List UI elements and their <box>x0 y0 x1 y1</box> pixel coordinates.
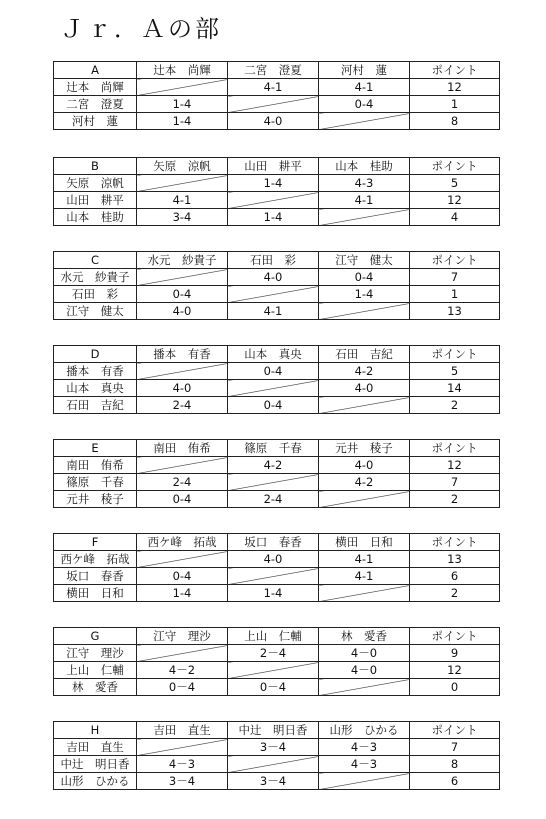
match-score: 4-2 <box>319 474 410 491</box>
league-table-e <box>53 439 500 508</box>
group-label: E <box>54 440 137 457</box>
group-label: H <box>54 722 137 739</box>
column-header-player: 坂口 春香 <box>228 534 319 551</box>
table-row <box>54 551 500 568</box>
self-match-cell <box>228 286 319 303</box>
page-title: Ｊｒ．Ａの部 <box>60 15 222 43</box>
row-header-player: 石田 吉紀 <box>54 397 137 414</box>
table-row <box>54 192 500 209</box>
points-value: 9 <box>410 645 500 662</box>
table-header-row <box>54 62 500 79</box>
column-header-player: 水元 紗貴子 <box>137 252 228 269</box>
column-header-player: 中辻 明日香 <box>228 722 319 739</box>
self-match-cell <box>228 380 319 397</box>
row-header-player: 山本 桂助 <box>54 209 137 226</box>
match-score: 0-4 <box>137 568 228 585</box>
table-row <box>54 79 500 96</box>
column-header-player: 江守 健太 <box>319 252 410 269</box>
self-match-cell <box>137 363 228 380</box>
group-label: C <box>54 252 137 269</box>
match-score: 2-4 <box>137 474 228 491</box>
match-score: 4-0 <box>228 551 319 568</box>
match-score: 3－4 <box>137 773 228 790</box>
self-match-cell <box>319 209 410 226</box>
column-header-player: 江守 理沙 <box>137 628 228 645</box>
row-header-player: 篠原 千春 <box>54 474 137 491</box>
table-row <box>54 474 500 491</box>
row-header-player: 矢原 涼帆 <box>54 175 137 192</box>
column-header-player: 元井 稜子 <box>319 440 410 457</box>
column-header-points: ポイント <box>410 346 500 363</box>
league-table-f <box>53 533 500 602</box>
league-table-c <box>53 251 500 320</box>
column-header-player: 石田 彩 <box>228 252 319 269</box>
points-value: 14 <box>410 380 500 397</box>
points-value: 2 <box>410 585 500 602</box>
row-header-player: 山形 ひかる <box>54 773 137 790</box>
points-value: 8 <box>410 756 500 773</box>
table-row <box>54 662 500 679</box>
row-header-player: 中辻 明日香 <box>54 756 137 773</box>
column-header-player: 播本 有香 <box>137 346 228 363</box>
match-score: 1-4 <box>137 585 228 602</box>
column-header-points: ポイント <box>410 440 500 457</box>
row-header-player: 山田 耕平 <box>54 192 137 209</box>
table-row <box>54 773 500 790</box>
table-row <box>54 363 500 380</box>
self-match-cell <box>228 662 319 679</box>
points-value: 13 <box>410 303 500 320</box>
match-score: 4－3 <box>137 756 228 773</box>
column-header-player: 西ケ峰 拓哉 <box>137 534 228 551</box>
row-header-player: 石田 彩 <box>54 286 137 303</box>
column-header-player: 山田 耕平 <box>228 158 319 175</box>
match-score: 4－3 <box>319 739 410 756</box>
row-header-player: 江守 健太 <box>54 303 137 320</box>
match-score: 3－4 <box>228 739 319 756</box>
match-score: 1-4 <box>137 113 228 130</box>
table-row <box>54 756 500 773</box>
group-label: G <box>54 628 137 645</box>
group-label: A <box>54 62 137 79</box>
match-score: 2-4 <box>228 491 319 508</box>
league-table-g <box>53 627 500 696</box>
points-value: 13 <box>410 551 500 568</box>
match-score: 4-0 <box>137 380 228 397</box>
row-header-player: 播本 有香 <box>54 363 137 380</box>
points-value: 12 <box>410 79 500 96</box>
points-value: 8 <box>410 113 500 130</box>
self-match-cell <box>137 551 228 568</box>
self-match-cell <box>137 175 228 192</box>
match-score: 1-4 <box>319 286 410 303</box>
row-header-player: 江守 理沙 <box>54 645 137 662</box>
table-row <box>54 303 500 320</box>
self-match-cell <box>319 397 410 414</box>
points-value: 2 <box>410 491 500 508</box>
column-header-player: 林 愛香 <box>319 628 410 645</box>
row-header-player: 坂口 春香 <box>54 568 137 585</box>
points-value: 12 <box>410 457 500 474</box>
group-label: D <box>54 346 137 363</box>
row-header-player: 元井 稜子 <box>54 491 137 508</box>
match-score: 4-0 <box>228 113 319 130</box>
row-header-player: 横田 日和 <box>54 585 137 602</box>
match-score: 4-1 <box>319 568 410 585</box>
match-score: 4－3 <box>319 756 410 773</box>
column-header-player: 河村 蓮 <box>319 62 410 79</box>
points-value: 1 <box>410 96 500 113</box>
row-header-player: 山本 真央 <box>54 380 137 397</box>
self-match-cell <box>319 585 410 602</box>
self-match-cell <box>228 474 319 491</box>
match-score: 0-4 <box>228 397 319 414</box>
match-score: 4－2 <box>137 662 228 679</box>
column-header-player: 山本 真央 <box>228 346 319 363</box>
match-score: 4-0 <box>137 303 228 320</box>
row-header-player: 南田 侑希 <box>54 457 137 474</box>
points-value: 7 <box>410 739 500 756</box>
points-value: 5 <box>410 363 500 380</box>
match-score: 2－4 <box>228 645 319 662</box>
row-header-player: 林 愛香 <box>54 679 137 696</box>
column-header-player: 矢原 涼帆 <box>137 158 228 175</box>
match-score: 4-1 <box>319 79 410 96</box>
match-score: 4-0 <box>319 380 410 397</box>
row-header-player: 水元 紗貴子 <box>54 269 137 286</box>
table-row <box>54 380 500 397</box>
points-value: 6 <box>410 568 500 585</box>
match-score: 2-4 <box>137 397 228 414</box>
column-header-player: 山本 桂助 <box>319 158 410 175</box>
table-row <box>54 209 500 226</box>
row-header-player: 吉田 直生 <box>54 739 137 756</box>
match-score: 4-1 <box>228 79 319 96</box>
match-score: 0-4 <box>228 363 319 380</box>
league-table-a <box>53 61 500 130</box>
table-header-row <box>54 346 500 363</box>
table-row <box>54 269 500 286</box>
self-match-cell <box>137 739 228 756</box>
points-value: 7 <box>410 269 500 286</box>
table-row <box>54 175 500 192</box>
self-match-cell <box>137 79 228 96</box>
column-header-player: 石田 吉紀 <box>319 346 410 363</box>
match-score: 4-1 <box>228 303 319 320</box>
match-score: 0-4 <box>319 96 410 113</box>
self-match-cell <box>319 773 410 790</box>
match-score: 4-3 <box>319 175 410 192</box>
self-match-cell <box>319 113 410 130</box>
match-score: 0-4 <box>137 286 228 303</box>
match-score: 4-0 <box>228 269 319 286</box>
column-header-points: ポイント <box>410 158 500 175</box>
column-header-player: 山形 ひかる <box>319 722 410 739</box>
table-row <box>54 96 500 113</box>
match-score: 4-1 <box>137 192 228 209</box>
match-score: 0-4 <box>319 269 410 286</box>
table-header-row <box>54 440 500 457</box>
group-label: B <box>54 158 137 175</box>
points-value: 4 <box>410 209 500 226</box>
match-score: 4－0 <box>319 645 410 662</box>
table-row <box>54 679 500 696</box>
self-match-cell <box>319 303 410 320</box>
column-header-points: ポイント <box>410 628 500 645</box>
points-value: 12 <box>410 192 500 209</box>
points-value: 12 <box>410 662 500 679</box>
column-header-player: 吉田 直生 <box>137 722 228 739</box>
match-score: 4-1 <box>319 192 410 209</box>
league-table-d <box>53 345 500 414</box>
match-score: 3－4 <box>228 773 319 790</box>
self-match-cell <box>319 679 410 696</box>
self-match-cell <box>228 756 319 773</box>
table-header-row <box>54 534 500 551</box>
points-value: 7 <box>410 474 500 491</box>
table-row <box>54 568 500 585</box>
column-header-points: ポイント <box>410 252 500 269</box>
self-match-cell <box>137 457 228 474</box>
league-table-h <box>53 721 500 790</box>
points-value: 0 <box>410 679 500 696</box>
points-value: 2 <box>410 397 500 414</box>
self-match-cell <box>228 96 319 113</box>
row-header-player: 辻本 尚輝 <box>54 79 137 96</box>
table-row <box>54 286 500 303</box>
self-match-cell <box>228 192 319 209</box>
table-row <box>54 645 500 662</box>
match-score: 4-1 <box>319 551 410 568</box>
column-header-points: ポイント <box>410 534 500 551</box>
table-header-row <box>54 158 500 175</box>
column-header-player: 南田 侑希 <box>137 440 228 457</box>
self-match-cell <box>137 645 228 662</box>
table-row <box>54 397 500 414</box>
column-header-player: 上山 仁輔 <box>228 628 319 645</box>
match-score: 4－0 <box>319 662 410 679</box>
table-row <box>54 113 500 130</box>
match-score: 1-4 <box>228 209 319 226</box>
match-score: 1-4 <box>228 175 319 192</box>
table-header-row <box>54 252 500 269</box>
column-header-player: 横田 日和 <box>319 534 410 551</box>
points-value: 6 <box>410 773 500 790</box>
match-score: 1-4 <box>137 96 228 113</box>
match-score: 3-4 <box>137 209 228 226</box>
row-header-player: 西ケ峰 拓哉 <box>54 551 137 568</box>
match-score: 4-2 <box>228 457 319 474</box>
match-score: 0-4 <box>137 491 228 508</box>
column-header-points: ポイント <box>410 62 500 79</box>
row-header-player: 二宮 澄夏 <box>54 96 137 113</box>
match-score: 4-0 <box>319 457 410 474</box>
league-table-b <box>53 157 500 226</box>
match-score: 1-4 <box>228 585 319 602</box>
row-header-player: 上山 仁輔 <box>54 662 137 679</box>
group-label: F <box>54 534 137 551</box>
match-score: 4-2 <box>319 363 410 380</box>
table-header-row <box>54 628 500 645</box>
self-match-cell <box>319 491 410 508</box>
points-value: 1 <box>410 286 500 303</box>
table-row <box>54 457 500 474</box>
table-row <box>54 491 500 508</box>
match-score: 0－4 <box>228 679 319 696</box>
column-header-player: 二宮 澄夏 <box>228 62 319 79</box>
self-match-cell <box>137 269 228 286</box>
column-header-player: 辻本 尚輝 <box>137 62 228 79</box>
table-row <box>54 739 500 756</box>
table-row <box>54 585 500 602</box>
column-header-points: ポイント <box>410 722 500 739</box>
column-header-player: 篠原 千春 <box>228 440 319 457</box>
table-header-row <box>54 722 500 739</box>
row-header-player: 河村 蓮 <box>54 113 137 130</box>
match-score: 0－4 <box>137 679 228 696</box>
points-value: 5 <box>410 175 500 192</box>
self-match-cell <box>228 568 319 585</box>
